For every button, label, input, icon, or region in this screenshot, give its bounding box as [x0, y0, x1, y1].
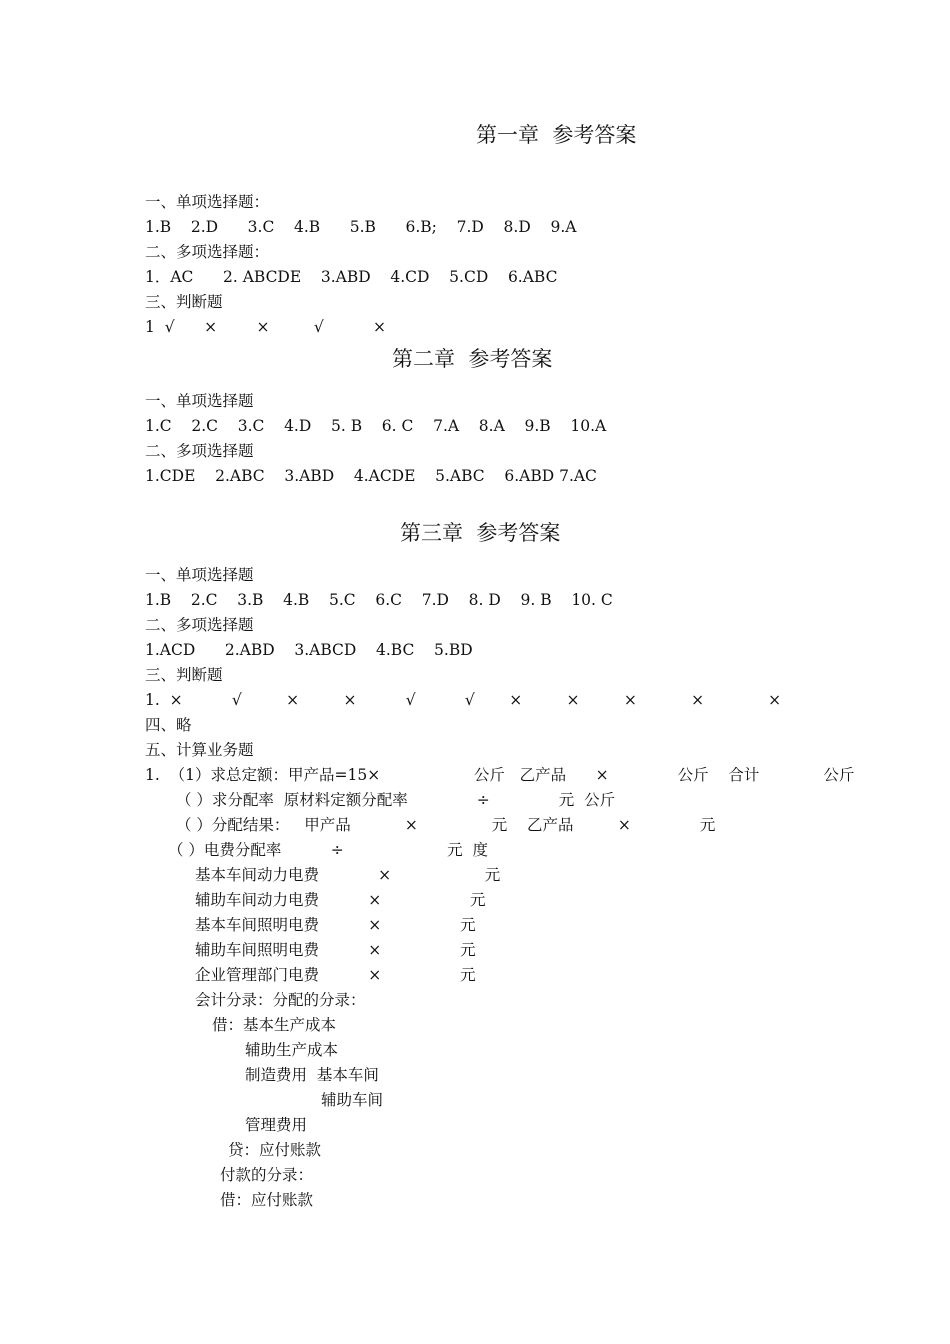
calc-line: 制造费用 基本车间 — [245, 1066, 379, 1084]
ch2-multi-choice-answers: 1.CDE 2.ABC 3.ABD 4.ACDE 5.ABC 6.ABD 7.AC — [145, 467, 597, 485]
calc-line: 管理费用 — [245, 1116, 308, 1134]
ch3-multi-choice-answers: 1.ACD 2.ABD 3.ABCD 4.BC 5.BD — [145, 641, 473, 659]
ch3-single-choice-answers: 1.B 2.C 3.B 4.B 5.C 6.C 7.D 8. D 9. B 10. C — [145, 591, 613, 609]
calc-line: 辅助车间照明电费 × 元 — [195, 941, 476, 959]
calc-line: 辅助生产成本 — [245, 1041, 339, 1059]
chapter-3-title: 第三章 参考答案 — [400, 521, 561, 545]
ch3-omitted-heading: 四、略 — [145, 716, 192, 734]
calc-line: 1. （1）求总定额：甲产品=15× 公斤 乙产品 × 公斤 合计 公斤 — [145, 766, 855, 784]
ch2-multi-choice-heading: 二、多项选择题 — [145, 442, 254, 460]
calc-line: （ ）分配结果： 甲产品 × 元 乙产品 × 元 — [176, 816, 716, 834]
ch2-single-choice-heading: 一、单项选择题 — [145, 392, 254, 410]
calc-line: 基本车间动力电费 × 元 — [195, 866, 501, 884]
calc-line: 付款的分录： — [220, 1166, 314, 1184]
ch1-multi-choice-answers: 1．AC 2. ABCDE 3.ABD 4.CD 5.CD 6.ABC — [145, 268, 558, 286]
chapter-2-title: 第二章 参考答案 — [392, 347, 553, 371]
calc-line: （ ）电费分配率 ÷ 元 度 — [168, 841, 489, 859]
ch1-single-choice-answers: 1.B 2.D 3.C 4.B 5.B 6.B; 7.D 8.D 9.A — [145, 218, 577, 236]
calc-line: 贷：应付账款 — [228, 1141, 322, 1159]
calc-line: （ ）求分配率 原材料定额分配率 ÷ 元 公斤 — [176, 791, 616, 809]
calc-line: 借：基本生产成本 — [212, 1016, 337, 1034]
ch1-judge-heading: 三、判断题 — [145, 293, 223, 311]
ch1-judge-answers: 1 √ × × √ × — [145, 318, 387, 336]
ch3-judge-heading: 三、判断题 — [145, 666, 223, 684]
ch3-multi-choice-heading: 二、多项选择题 — [145, 616, 254, 634]
calc-line: 基本车间照明电费 × 元 — [195, 916, 476, 934]
chapter-1-title: 第一章 参考答案 — [476, 123, 637, 147]
ch1-single-choice-heading: 一、单项选择题： — [145, 193, 270, 211]
calc-line: 辅助车间 — [321, 1091, 384, 1109]
ch3-calculation-heading: 五、计算业务题 — [145, 741, 254, 759]
calc-line: 企业管理部门电费 × 元 — [195, 966, 476, 984]
calc-line: 会计分录：分配的分录： — [195, 991, 366, 1009]
ch1-multi-choice-heading: 二、多项选择题： — [145, 243, 270, 261]
calc-line: 借：应付账款 — [220, 1191, 314, 1209]
ch3-single-choice-heading: 一、单项选择题 — [145, 566, 254, 584]
calc-line: 辅助车间动力电费 × 元 — [195, 891, 486, 909]
ch2-single-choice-answers: 1.C 2.C 3.C 4.D 5. B 6. C 7.A 8.A 9.B 10.A — [145, 417, 607, 435]
ch3-judge-answers: 1. × √ × × √ √ × × × × × — [145, 691, 782, 709]
